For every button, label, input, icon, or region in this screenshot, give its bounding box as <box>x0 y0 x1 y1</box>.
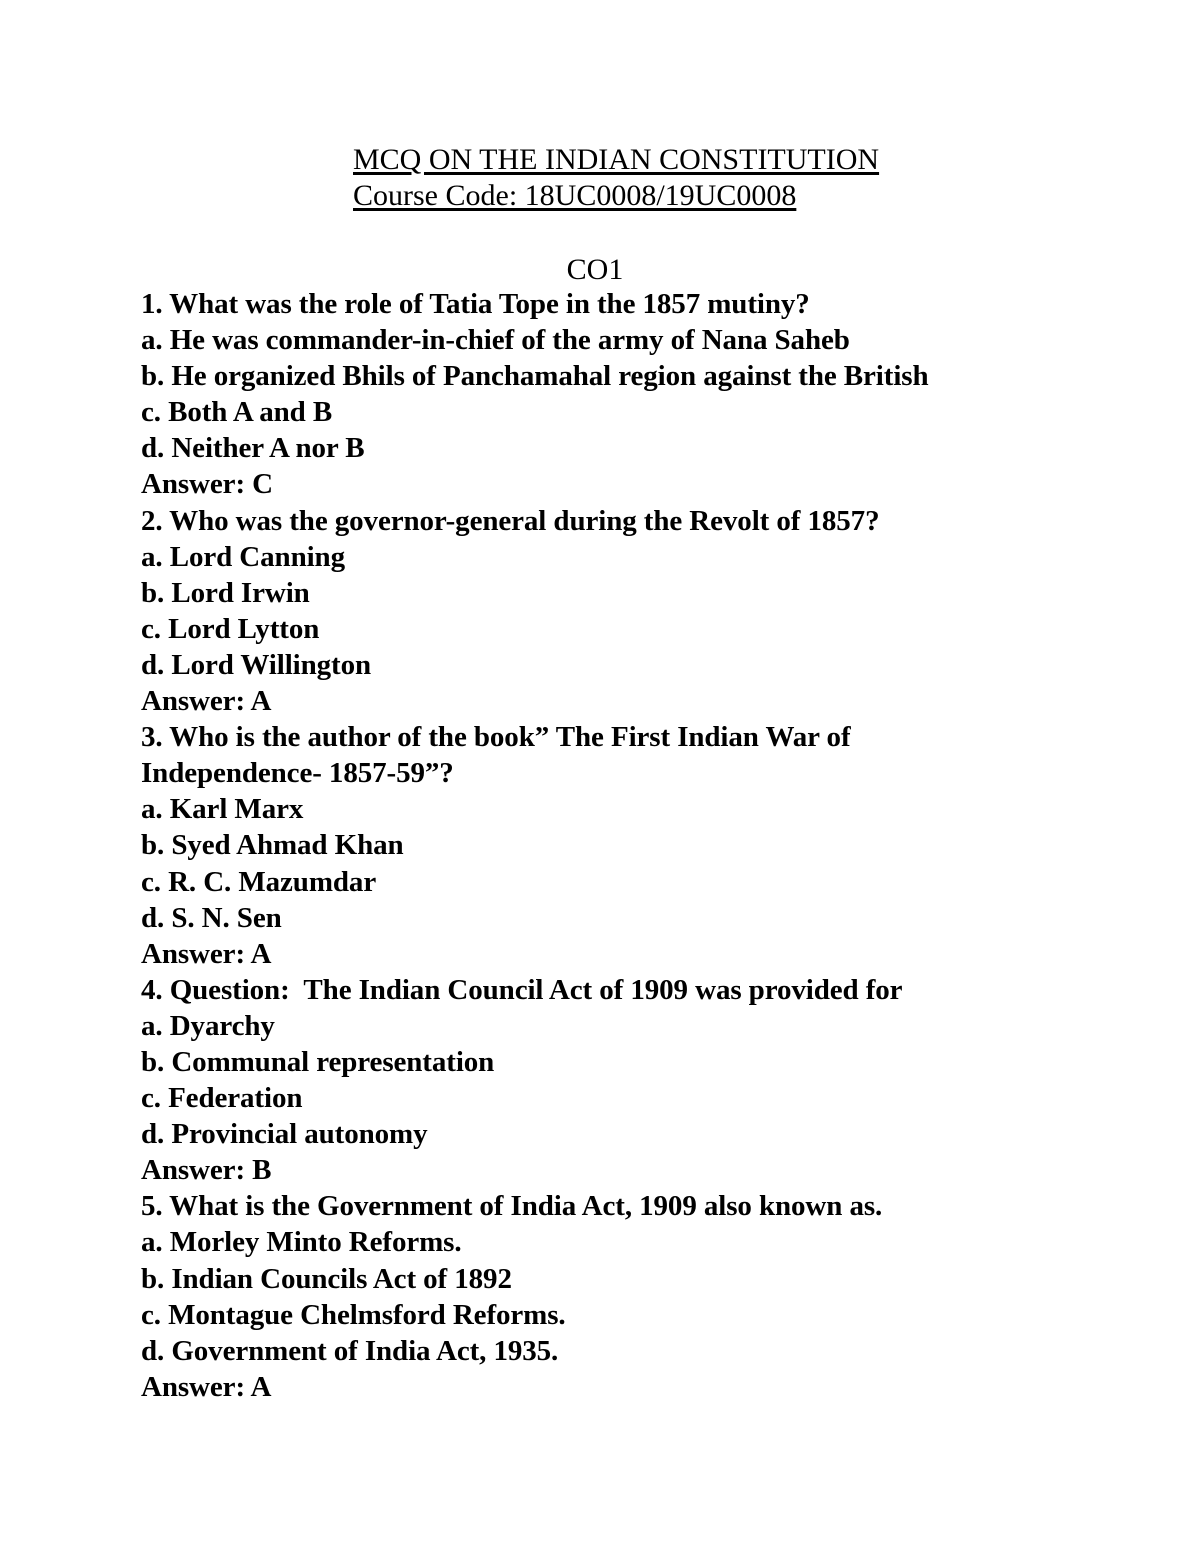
question-text: 1. What was the role of Tatia Tope in the 1857 mutiny? <box>141 288 810 320</box>
option-b: b. He organized Bhils of Panchamahal region against the British <box>141 360 929 393</box>
option-d: d. Lord Willington <box>141 648 372 681</box>
question-item <box>141 503 1181 720</box>
section-heading: CO1 <box>566 253 624 286</box>
option-b: b. Syed Ahmad Khan <box>141 829 404 862</box>
option-c: c. Federation <box>141 1082 303 1115</box>
answer-text: Answer: A <box>141 1370 272 1403</box>
answer-text: Answer: A <box>141 937 272 970</box>
option-a: a. Lord Canning <box>141 540 345 573</box>
option-b: b. Lord Irwin <box>141 576 310 609</box>
option-b: b. Communal representation <box>141 1045 495 1078</box>
option-a: a. Morley Minto Reforms. <box>141 1226 462 1259</box>
question-text-continued: Independence- 1857-59”? <box>141 757 454 790</box>
answer-text: Answer: C <box>141 468 273 501</box>
question-text: 3. Who is the author of the book” The First Indian War of <box>141 721 851 754</box>
course-code: Course Code: 18UC0008/19UC0008 <box>353 179 797 212</box>
option-c: c. Montague Chelmsford Reforms. <box>141 1298 566 1331</box>
option-b: b. Indian Councils Act of 1892 <box>141 1262 512 1295</box>
question-list <box>141 286 1181 1405</box>
option-d: d. S. N. Sen <box>141 901 282 934</box>
title-block <box>353 142 879 214</box>
question-item <box>141 972 1181 1189</box>
question-item <box>141 1188 1181 1405</box>
document-title: MCQ ON THE INDIAN CONSTITUTION <box>353 143 880 176</box>
question-text: 2. Who was the governor-general during the Revolt of 1857? <box>141 504 880 537</box>
option-a: a. He was commander-in-chief of the army of Nana Saheb <box>141 324 850 357</box>
answer-text: Answer: A <box>141 685 272 718</box>
answer-text: Answer: B <box>141 1154 272 1187</box>
question-item <box>141 286 1181 503</box>
option-c: c. Both A and B <box>141 396 333 429</box>
option-d: d. Neither A nor B <box>141 432 365 465</box>
option-c: c. Lord Lytton <box>141 612 320 645</box>
option-a: a. Karl Marx <box>141 793 304 826</box>
question-item <box>141 719 1181 972</box>
question-text: 5. What is the Government of India Act, 1909 also known as. <box>141 1190 883 1223</box>
option-a: a. Dyarchy <box>141 1009 275 1042</box>
option-d: d. Government of India Act, 1935. <box>141 1334 559 1367</box>
option-c: c. R. C. Mazumdar <box>141 865 377 898</box>
option-d: d. Provincial autonomy <box>141 1118 428 1151</box>
question-text: 4. Question: The Indian Council Act of 1909 was provided for <box>141 973 903 1006</box>
